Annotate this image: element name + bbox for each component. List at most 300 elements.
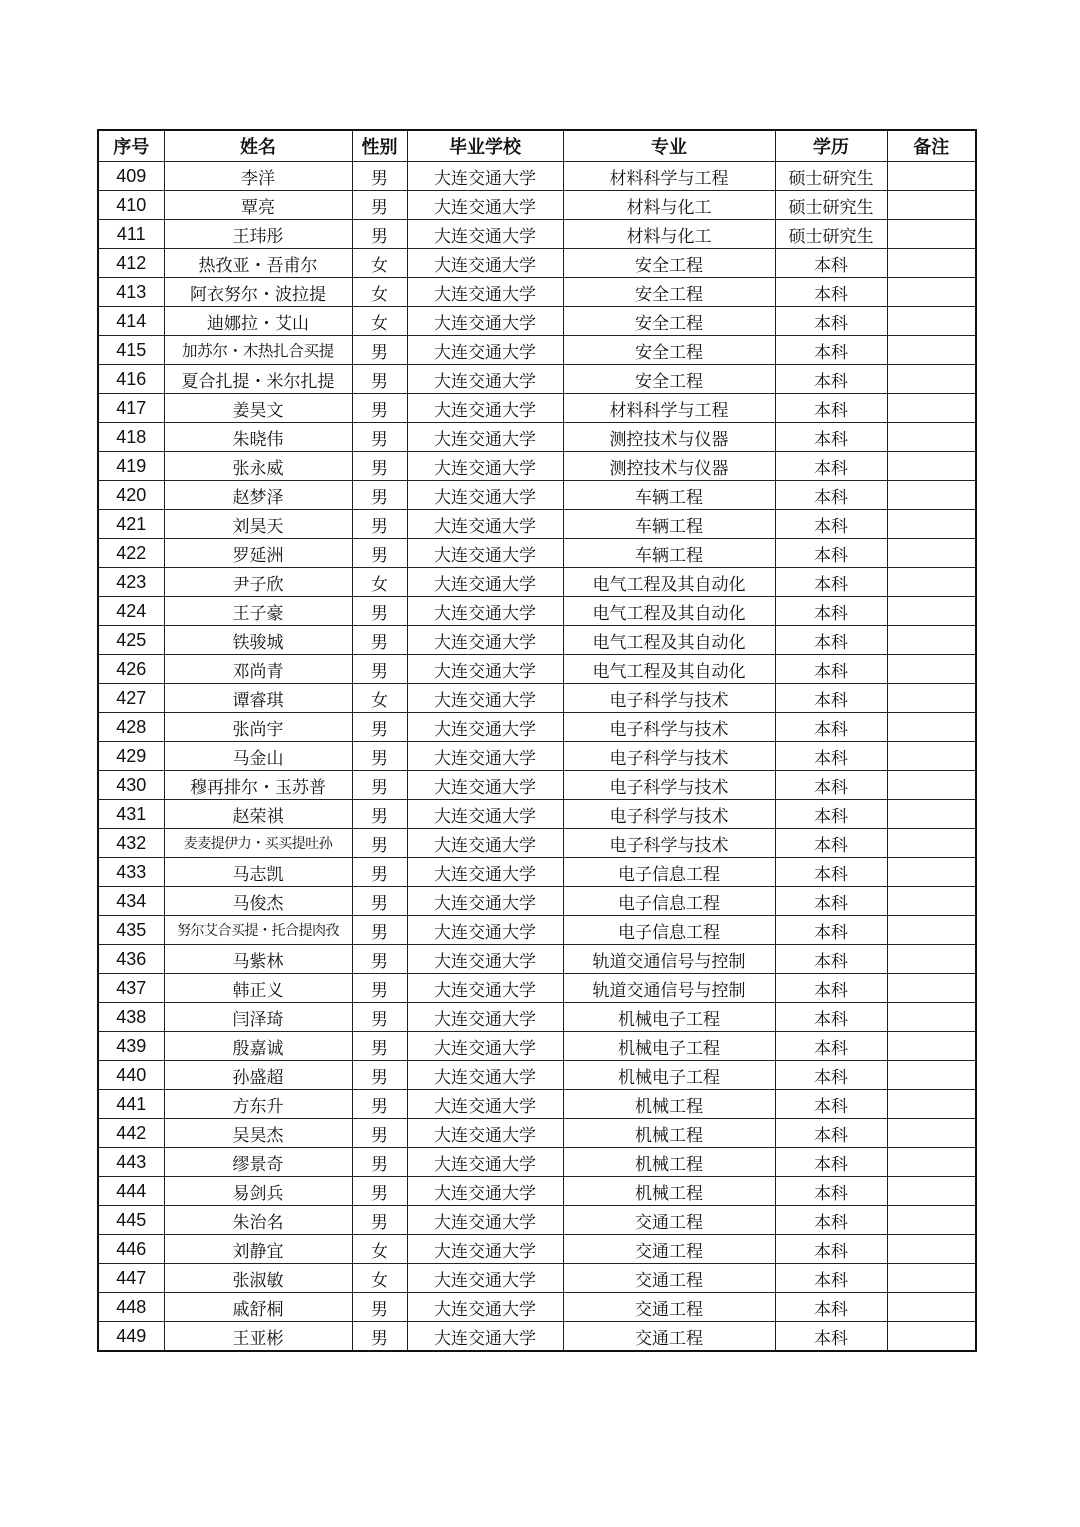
cell-seq: 409 bbox=[98, 162, 164, 191]
cell-gender: 女 bbox=[352, 1235, 407, 1264]
cell-gender: 男 bbox=[352, 1090, 407, 1119]
cell-major: 电子信息工程 bbox=[563, 858, 775, 887]
table-row bbox=[98, 858, 976, 887]
cell-gender: 女 bbox=[352, 684, 407, 713]
cell-gender: 男 bbox=[352, 481, 407, 510]
cell-gender: 男 bbox=[352, 1206, 407, 1235]
cell-seq: 448 bbox=[98, 1293, 164, 1322]
cell-gender: 男 bbox=[352, 974, 407, 1003]
cell-gender: 男 bbox=[352, 423, 407, 452]
cell-gender: 男 bbox=[352, 945, 407, 974]
table-row bbox=[98, 510, 976, 539]
cell-notes bbox=[887, 510, 976, 539]
cell-name: 刘昊天 bbox=[164, 510, 352, 539]
cell-degree: 本科 bbox=[775, 1177, 887, 1206]
cell-school: 大连交通大学 bbox=[407, 191, 563, 220]
cell-gender: 男 bbox=[352, 887, 407, 916]
cell-school: 大连交通大学 bbox=[407, 307, 563, 336]
cell-notes bbox=[887, 365, 976, 394]
table-body bbox=[98, 162, 976, 1352]
table-row bbox=[98, 220, 976, 249]
table-row bbox=[98, 1032, 976, 1061]
table-row bbox=[98, 278, 976, 307]
cell-seq: 420 bbox=[98, 481, 164, 510]
cell-gender: 男 bbox=[352, 800, 407, 829]
cell-degree: 本科 bbox=[775, 510, 887, 539]
cell-degree: 本科 bbox=[775, 626, 887, 655]
cell-name: 罗延洲 bbox=[164, 539, 352, 568]
cell-degree: 本科 bbox=[775, 394, 887, 423]
cell-name: 李洋 bbox=[164, 162, 352, 191]
cell-name: 马俊杰 bbox=[164, 887, 352, 916]
table-row bbox=[98, 191, 976, 220]
cell-major: 安全工程 bbox=[563, 249, 775, 278]
cell-name: 闫泽琦 bbox=[164, 1003, 352, 1032]
cell-gender: 男 bbox=[352, 742, 407, 771]
cell-major: 电气工程及其自动化 bbox=[563, 568, 775, 597]
cell-degree: 本科 bbox=[775, 1235, 887, 1264]
cell-notes bbox=[887, 1032, 976, 1061]
cell-name: 张淑敏 bbox=[164, 1264, 352, 1293]
cell-degree: 本科 bbox=[775, 684, 887, 713]
cell-degree: 本科 bbox=[775, 365, 887, 394]
table-row bbox=[98, 916, 976, 945]
cell-notes bbox=[887, 191, 976, 220]
cell-seq: 449 bbox=[98, 1322, 164, 1352]
cell-notes bbox=[887, 1293, 976, 1322]
cell-seq: 441 bbox=[98, 1090, 164, 1119]
table-row bbox=[98, 1235, 976, 1264]
header-notes: 备注 bbox=[887, 130, 976, 162]
cell-seq: 412 bbox=[98, 249, 164, 278]
cell-name: 马志凯 bbox=[164, 858, 352, 887]
cell-gender: 男 bbox=[352, 539, 407, 568]
cell-major: 电气工程及其自动化 bbox=[563, 655, 775, 684]
cell-notes bbox=[887, 858, 976, 887]
cell-school: 大连交通大学 bbox=[407, 220, 563, 249]
cell-notes bbox=[887, 916, 976, 945]
table-row bbox=[98, 365, 976, 394]
cell-major: 电气工程及其自动化 bbox=[563, 626, 775, 655]
cell-gender: 男 bbox=[352, 771, 407, 800]
cell-major: 安全工程 bbox=[563, 307, 775, 336]
cell-notes bbox=[887, 568, 976, 597]
cell-school: 大连交通大学 bbox=[407, 829, 563, 858]
cell-school: 大连交通大学 bbox=[407, 1061, 563, 1090]
cell-major: 交通工程 bbox=[563, 1235, 775, 1264]
table-row bbox=[98, 481, 976, 510]
cell-degree: 本科 bbox=[775, 858, 887, 887]
cell-degree: 硕士研究生 bbox=[775, 162, 887, 191]
cell-school: 大连交通大学 bbox=[407, 1235, 563, 1264]
cell-school: 大连交通大学 bbox=[407, 452, 563, 481]
cell-seq: 425 bbox=[98, 626, 164, 655]
cell-school: 大连交通大学 bbox=[407, 742, 563, 771]
cell-name: 朱晓伟 bbox=[164, 423, 352, 452]
cell-seq: 439 bbox=[98, 1032, 164, 1061]
cell-degree: 本科 bbox=[775, 481, 887, 510]
cell-notes bbox=[887, 829, 976, 858]
cell-school: 大连交通大学 bbox=[407, 162, 563, 191]
cell-major: 材料科学与工程 bbox=[563, 162, 775, 191]
cell-seq: 428 bbox=[98, 713, 164, 742]
header-row bbox=[98, 130, 976, 162]
cell-major: 安全工程 bbox=[563, 336, 775, 365]
table-row bbox=[98, 829, 976, 858]
cell-seq: 446 bbox=[98, 1235, 164, 1264]
cell-major: 电子信息工程 bbox=[563, 887, 775, 916]
cell-school: 大连交通大学 bbox=[407, 481, 563, 510]
cell-seq: 410 bbox=[98, 191, 164, 220]
cell-gender: 男 bbox=[352, 1032, 407, 1061]
cell-notes bbox=[887, 336, 976, 365]
cell-name: 吴昊杰 bbox=[164, 1119, 352, 1148]
cell-school: 大连交通大学 bbox=[407, 887, 563, 916]
cell-degree: 本科 bbox=[775, 655, 887, 684]
cell-name: 韩正义 bbox=[164, 974, 352, 1003]
header-name: 姓名 bbox=[164, 130, 352, 162]
cell-degree: 本科 bbox=[775, 336, 887, 365]
header-degree: 学历 bbox=[775, 130, 887, 162]
table-row bbox=[98, 1177, 976, 1206]
cell-gender: 男 bbox=[352, 336, 407, 365]
cell-gender: 男 bbox=[352, 162, 407, 191]
table-row bbox=[98, 887, 976, 916]
cell-gender: 男 bbox=[352, 1003, 407, 1032]
cell-degree: 本科 bbox=[775, 307, 887, 336]
table-row bbox=[98, 945, 976, 974]
cell-school: 大连交通大学 bbox=[407, 655, 563, 684]
cell-major: 电子科学与技术 bbox=[563, 829, 775, 858]
cell-gender: 男 bbox=[352, 1061, 407, 1090]
cell-gender: 男 bbox=[352, 655, 407, 684]
cell-degree: 本科 bbox=[775, 1032, 887, 1061]
cell-gender: 女 bbox=[352, 249, 407, 278]
table-row bbox=[98, 713, 976, 742]
cell-seq: 438 bbox=[98, 1003, 164, 1032]
cell-name: 麦麦提伊力・买买提吐孙 bbox=[164, 829, 352, 858]
cell-seq: 417 bbox=[98, 394, 164, 423]
cell-notes bbox=[887, 655, 976, 684]
cell-notes bbox=[887, 1061, 976, 1090]
table-row bbox=[98, 336, 976, 365]
table-row bbox=[98, 452, 976, 481]
cell-major: 材料与化工 bbox=[563, 220, 775, 249]
cell-degree: 本科 bbox=[775, 1293, 887, 1322]
cell-seq: 430 bbox=[98, 771, 164, 800]
table-row bbox=[98, 539, 976, 568]
cell-notes bbox=[887, 742, 976, 771]
cell-gender: 男 bbox=[352, 394, 407, 423]
table-row bbox=[98, 1322, 976, 1352]
cell-major: 电子科学与技术 bbox=[563, 713, 775, 742]
cell-seq: 419 bbox=[98, 452, 164, 481]
cell-gender: 男 bbox=[352, 916, 407, 945]
cell-name: 谭睿琪 bbox=[164, 684, 352, 713]
cell-gender: 男 bbox=[352, 365, 407, 394]
cell-seq: 416 bbox=[98, 365, 164, 394]
cell-major: 机械工程 bbox=[563, 1148, 775, 1177]
cell-name: 热孜亚・吾甫尔 bbox=[164, 249, 352, 278]
table-row bbox=[98, 742, 976, 771]
cell-major: 电子信息工程 bbox=[563, 916, 775, 945]
header-school: 毕业学校 bbox=[407, 130, 563, 162]
cell-gender: 男 bbox=[352, 1148, 407, 1177]
cell-degree: 本科 bbox=[775, 829, 887, 858]
table-row bbox=[98, 1090, 976, 1119]
cell-notes bbox=[887, 1090, 976, 1119]
table-row bbox=[98, 1206, 976, 1235]
cell-gender: 男 bbox=[352, 510, 407, 539]
cell-notes bbox=[887, 394, 976, 423]
cell-school: 大连交通大学 bbox=[407, 1090, 563, 1119]
cell-school: 大连交通大学 bbox=[407, 1322, 563, 1352]
cell-degree: 本科 bbox=[775, 1322, 887, 1352]
table-row bbox=[98, 771, 976, 800]
cell-gender: 男 bbox=[352, 713, 407, 742]
cell-school: 大连交通大学 bbox=[407, 1003, 563, 1032]
cell-degree: 本科 bbox=[775, 974, 887, 1003]
cell-degree: 本科 bbox=[775, 423, 887, 452]
cell-notes bbox=[887, 597, 976, 626]
cell-notes bbox=[887, 162, 976, 191]
table-row bbox=[98, 626, 976, 655]
cell-school: 大连交通大学 bbox=[407, 568, 563, 597]
cell-degree: 本科 bbox=[775, 452, 887, 481]
cell-school: 大连交通大学 bbox=[407, 916, 563, 945]
table-row bbox=[98, 249, 976, 278]
table-row bbox=[98, 423, 976, 452]
cell-seq: 427 bbox=[98, 684, 164, 713]
cell-degree: 本科 bbox=[775, 1148, 887, 1177]
cell-school: 大连交通大学 bbox=[407, 858, 563, 887]
table-row bbox=[98, 568, 976, 597]
cell-name: 尹子欣 bbox=[164, 568, 352, 597]
cell-gender: 男 bbox=[352, 1322, 407, 1352]
cell-major: 电子科学与技术 bbox=[563, 742, 775, 771]
table-row bbox=[98, 974, 976, 1003]
cell-name: 迪娜拉・艾山 bbox=[164, 307, 352, 336]
cell-notes bbox=[887, 1206, 976, 1235]
cell-major: 交通工程 bbox=[563, 1322, 775, 1352]
cell-major: 机械电子工程 bbox=[563, 1003, 775, 1032]
cell-notes bbox=[887, 945, 976, 974]
cell-gender: 女 bbox=[352, 568, 407, 597]
cell-seq: 429 bbox=[98, 742, 164, 771]
cell-degree: 本科 bbox=[775, 597, 887, 626]
cell-degree: 本科 bbox=[775, 800, 887, 829]
cell-degree: 本科 bbox=[775, 1061, 887, 1090]
cell-notes bbox=[887, 713, 976, 742]
cell-name: 朱治名 bbox=[164, 1206, 352, 1235]
cell-gender: 女 bbox=[352, 1264, 407, 1293]
cell-degree: 本科 bbox=[775, 1264, 887, 1293]
cell-name: 戚舒桐 bbox=[164, 1293, 352, 1322]
cell-degree: 硕士研究生 bbox=[775, 220, 887, 249]
cell-gender: 男 bbox=[352, 452, 407, 481]
cell-seq: 443 bbox=[98, 1148, 164, 1177]
table-row bbox=[98, 162, 976, 191]
cell-notes bbox=[887, 278, 976, 307]
cell-seq: 413 bbox=[98, 278, 164, 307]
cell-name: 姜昊文 bbox=[164, 394, 352, 423]
cell-gender: 男 bbox=[352, 626, 407, 655]
cell-notes bbox=[887, 1264, 976, 1293]
cell-seq: 444 bbox=[98, 1177, 164, 1206]
cell-degree: 本科 bbox=[775, 713, 887, 742]
cell-notes bbox=[887, 1148, 976, 1177]
table-row bbox=[98, 1003, 976, 1032]
cell-seq: 415 bbox=[98, 336, 164, 365]
cell-seq: 421 bbox=[98, 510, 164, 539]
cell-name: 刘静宜 bbox=[164, 1235, 352, 1264]
cell-name: 马金山 bbox=[164, 742, 352, 771]
cell-seq: 432 bbox=[98, 829, 164, 858]
cell-major: 交通工程 bbox=[563, 1264, 775, 1293]
table-row bbox=[98, 1293, 976, 1322]
cell-gender: 男 bbox=[352, 829, 407, 858]
cell-school: 大连交通大学 bbox=[407, 1119, 563, 1148]
cell-major: 交通工程 bbox=[563, 1206, 775, 1235]
cell-major: 电气工程及其自动化 bbox=[563, 597, 775, 626]
cell-major: 测控技术与仪器 bbox=[563, 452, 775, 481]
cell-name: 孙盛超 bbox=[164, 1061, 352, 1090]
table-row bbox=[98, 1061, 976, 1090]
cell-major: 轨道交通信号与控制 bbox=[563, 945, 775, 974]
cell-seq: 435 bbox=[98, 916, 164, 945]
cell-school: 大连交通大学 bbox=[407, 510, 563, 539]
cell-name: 赵梦泽 bbox=[164, 481, 352, 510]
cell-school: 大连交通大学 bbox=[407, 539, 563, 568]
cell-seq: 433 bbox=[98, 858, 164, 887]
cell-name: 方东升 bbox=[164, 1090, 352, 1119]
cell-gender: 男 bbox=[352, 1293, 407, 1322]
cell-major: 机械电子工程 bbox=[563, 1032, 775, 1061]
cell-gender: 男 bbox=[352, 597, 407, 626]
cell-name: 加苏尔・木热扎合买提 bbox=[164, 336, 352, 365]
cell-school: 大连交通大学 bbox=[407, 336, 563, 365]
table-row bbox=[98, 1148, 976, 1177]
cell-seq: 447 bbox=[98, 1264, 164, 1293]
table-row bbox=[98, 655, 976, 684]
cell-gender: 男 bbox=[352, 858, 407, 887]
cell-degree: 本科 bbox=[775, 1206, 887, 1235]
cell-seq: 431 bbox=[98, 800, 164, 829]
cell-school: 大连交通大学 bbox=[407, 1264, 563, 1293]
cell-school: 大连交通大学 bbox=[407, 278, 563, 307]
cell-school: 大连交通大学 bbox=[407, 1206, 563, 1235]
cell-school: 大连交通大学 bbox=[407, 597, 563, 626]
cell-school: 大连交通大学 bbox=[407, 945, 563, 974]
cell-major: 材料与化工 bbox=[563, 191, 775, 220]
cell-degree: 本科 bbox=[775, 887, 887, 916]
cell-degree: 本科 bbox=[775, 278, 887, 307]
table-row bbox=[98, 597, 976, 626]
cell-major: 机械工程 bbox=[563, 1119, 775, 1148]
header-seq: 序号 bbox=[98, 130, 164, 162]
cell-major: 轨道交通信号与控制 bbox=[563, 974, 775, 1003]
cell-seq: 414 bbox=[98, 307, 164, 336]
cell-name: 邓尚青 bbox=[164, 655, 352, 684]
cell-degree: 本科 bbox=[775, 742, 887, 771]
cell-major: 电子科学与技术 bbox=[563, 800, 775, 829]
header-major: 专业 bbox=[563, 130, 775, 162]
cell-seq: 436 bbox=[98, 945, 164, 974]
cell-seq: 426 bbox=[98, 655, 164, 684]
cell-major: 电子科学与技术 bbox=[563, 684, 775, 713]
cell-gender: 男 bbox=[352, 1177, 407, 1206]
cell-degree: 硕士研究生 bbox=[775, 191, 887, 220]
table-row bbox=[98, 800, 976, 829]
cell-major: 机械工程 bbox=[563, 1177, 775, 1206]
cell-name: 王子豪 bbox=[164, 597, 352, 626]
cell-seq: 423 bbox=[98, 568, 164, 597]
table-row bbox=[98, 1264, 976, 1293]
cell-name: 缪景奇 bbox=[164, 1148, 352, 1177]
cell-degree: 本科 bbox=[775, 916, 887, 945]
cell-major: 安全工程 bbox=[563, 365, 775, 394]
table-row bbox=[98, 1119, 976, 1148]
cell-name: 王玮彤 bbox=[164, 220, 352, 249]
cell-notes bbox=[887, 1322, 976, 1352]
cell-name: 易剑兵 bbox=[164, 1177, 352, 1206]
cell-name: 赵荣祺 bbox=[164, 800, 352, 829]
cell-seq: 445 bbox=[98, 1206, 164, 1235]
cell-seq: 437 bbox=[98, 974, 164, 1003]
cell-notes bbox=[887, 452, 976, 481]
cell-name: 张永威 bbox=[164, 452, 352, 481]
cell-major: 车辆工程 bbox=[563, 539, 775, 568]
cell-seq: 424 bbox=[98, 597, 164, 626]
cell-major: 机械工程 bbox=[563, 1090, 775, 1119]
cell-major: 测控技术与仪器 bbox=[563, 423, 775, 452]
cell-seq: 440 bbox=[98, 1061, 164, 1090]
cell-gender: 男 bbox=[352, 191, 407, 220]
cell-seq: 434 bbox=[98, 887, 164, 916]
cell-notes bbox=[887, 1177, 976, 1206]
cell-school: 大连交通大学 bbox=[407, 1293, 563, 1322]
cell-notes bbox=[887, 539, 976, 568]
cell-seq: 411 bbox=[98, 220, 164, 249]
cell-major: 机械电子工程 bbox=[563, 1061, 775, 1090]
cell-degree: 本科 bbox=[775, 568, 887, 597]
cell-name: 马紫林 bbox=[164, 945, 352, 974]
cell-degree: 本科 bbox=[775, 249, 887, 278]
cell-degree: 本科 bbox=[775, 539, 887, 568]
cell-notes bbox=[887, 626, 976, 655]
cell-school: 大连交通大学 bbox=[407, 771, 563, 800]
cell-gender: 女 bbox=[352, 278, 407, 307]
cell-notes bbox=[887, 771, 976, 800]
roster-sheet bbox=[97, 129, 975, 1352]
cell-notes bbox=[887, 974, 976, 1003]
cell-major: 车辆工程 bbox=[563, 510, 775, 539]
cell-gender: 男 bbox=[352, 220, 407, 249]
cell-name: 张尚宇 bbox=[164, 713, 352, 742]
cell-notes bbox=[887, 423, 976, 452]
cell-degree: 本科 bbox=[775, 1003, 887, 1032]
cell-seq: 442 bbox=[98, 1119, 164, 1148]
roster-table bbox=[97, 129, 977, 1352]
table-row bbox=[98, 394, 976, 423]
cell-major: 电子科学与技术 bbox=[563, 771, 775, 800]
cell-notes bbox=[887, 1119, 976, 1148]
cell-name: 夏合扎提・米尔扎提 bbox=[164, 365, 352, 394]
cell-notes bbox=[887, 684, 976, 713]
cell-seq: 422 bbox=[98, 539, 164, 568]
cell-name: 穆再排尔・玉苏普 bbox=[164, 771, 352, 800]
cell-gender: 男 bbox=[352, 1119, 407, 1148]
